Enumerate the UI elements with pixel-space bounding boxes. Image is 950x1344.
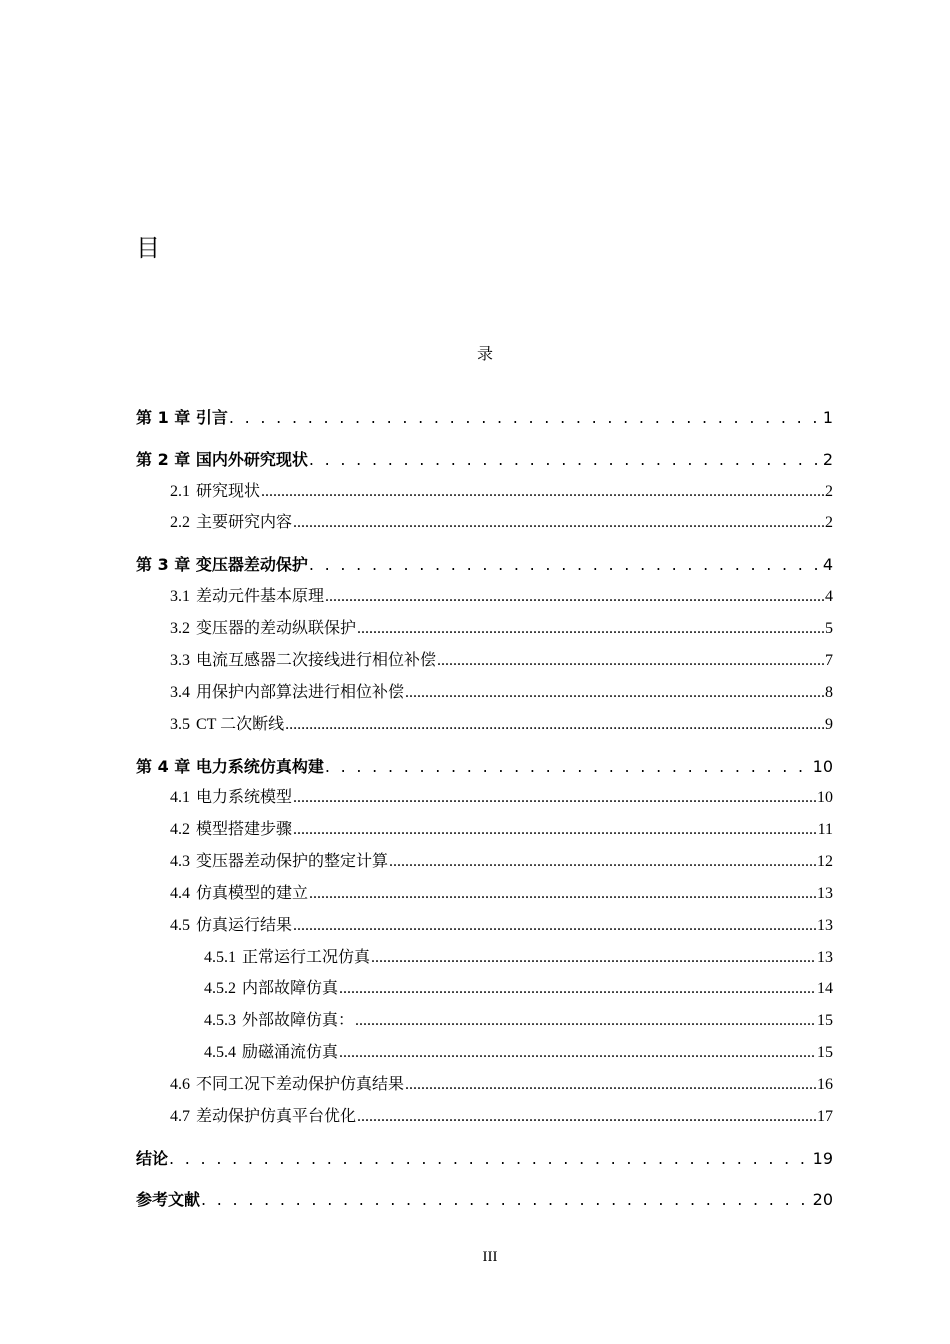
toc-entry-number: 3.3 [170, 652, 190, 669]
toc-entry-number: 3.5 [170, 716, 190, 733]
toc-dot-leader [285, 714, 824, 736]
toc-dot-leader [293, 787, 816, 809]
toc-entry[interactable] [170, 512, 833, 534]
toc-entry[interactable] [170, 618, 833, 640]
toc-entry-page-number: 15 [817, 1044, 833, 1061]
toc-entry[interactable] [170, 682, 833, 704]
toc-dot-leader [325, 586, 824, 608]
toc-entry-title: 差动元件基本原理 [196, 588, 325, 605]
toc-dot-leader [293, 915, 816, 937]
toc-entry-page-number: 4 [822, 555, 833, 574]
toc-entry[interactable] [170, 650, 833, 672]
toc-dot-leader [293, 512, 824, 534]
toc-entry-title: 电力系统模型 [196, 789, 293, 806]
toc-entry-title: 不同工况下差动保护仿真结果 [196, 1076, 405, 1093]
toc-entry-number: 2.1 [170, 483, 190, 500]
toc-entry[interactable] [136, 407, 833, 429]
toc-entry-number: 4.5 [170, 917, 190, 934]
toc-entry[interactable] [136, 756, 833, 778]
toc-entry-page-number: 13 [817, 917, 833, 934]
toc-entry-number: 4.5.3 [204, 1012, 236, 1029]
toc-dot-leader [339, 1042, 816, 1064]
toc-entry[interactable] [170, 787, 833, 809]
toc-entry-page-number: 16 [817, 1076, 833, 1093]
toc-entry-page-number: 2 [825, 483, 833, 500]
toc-entry-page-number: 15 [817, 1012, 833, 1029]
toc-entry-number: 4.6 [170, 1076, 190, 1093]
toc-entry-title: 参考文献 [136, 1190, 201, 1209]
toc-entry-title: 差动保护仿真平台优化 [196, 1108, 357, 1125]
toc-entry[interactable] [170, 481, 833, 503]
toc-entry-page-number: 4 [825, 588, 833, 605]
toc-entry-title: 仿真模型的建立 [196, 885, 309, 902]
toc-dot-leader [261, 481, 824, 503]
toc-dot-leader [357, 618, 824, 640]
toc-entry-title: CT 二次断线 [196, 716, 285, 733]
toc-entry[interactable] [136, 449, 833, 471]
toc-entry-title: 第 2 章 国内外研究现状 [136, 450, 308, 469]
toc-entry-page-number: 13 [817, 885, 833, 902]
toc-entry[interactable] [204, 978, 833, 1000]
toc-entry-number: 3.4 [170, 684, 190, 701]
toc-entry-number: 2.2 [170, 514, 190, 531]
toc-dot-leader [371, 947, 816, 969]
toc-entry-title: 变压器差动保护的整定计算 [196, 853, 389, 870]
toc-entry-number: 4.1 [170, 789, 190, 806]
toc-entry[interactable] [136, 554, 833, 576]
toc-dot-leader [201, 1189, 812, 1211]
toc-entry-title: 研究现状 [196, 483, 261, 500]
toc-dot-leader [405, 682, 824, 704]
toc-dot-leader [339, 978, 816, 1000]
toc-entry-number: 4.5.2 [204, 980, 236, 997]
toc-entry-title: 变压器的差动纵联保护 [196, 620, 357, 637]
toc-dot-leader [357, 1106, 816, 1128]
toc-title-first-char: 目 [136, 234, 160, 262]
toc-entry-number: 4.3 [170, 853, 190, 870]
toc-entry-page-number: 8 [825, 684, 833, 701]
toc-entry-page-number: 12 [817, 853, 833, 870]
toc-dot-leader [405, 1074, 816, 1096]
toc-entry-page-number: 2 [822, 450, 833, 469]
toc-entry-number: 3.1 [170, 588, 190, 605]
toc-entry-title: 仿真运行结果 [196, 917, 293, 934]
page-number-footer: III [482, 1249, 498, 1265]
toc-entry-title: 模型搭建步骤 [196, 821, 293, 838]
toc-dot-leader [437, 650, 824, 672]
toc-entry-page-number: 11 [817, 821, 833, 838]
toc-entry-title: 第 1 章 引言 [136, 408, 228, 427]
toc-dot-leader [355, 1010, 816, 1032]
toc-entry[interactable] [204, 1042, 833, 1064]
toc-dot-leader [169, 1148, 812, 1170]
toc-entry-page-number: 10 [812, 757, 833, 776]
toc-entry-number: 3.2 [170, 620, 190, 637]
toc-entry-page-number: 10 [817, 789, 833, 806]
toc-entry-page-number: 19 [812, 1149, 833, 1168]
toc-entry[interactable] [204, 1010, 833, 1032]
toc-dot-leader [389, 851, 816, 873]
toc-entry-number: 4.4 [170, 885, 190, 902]
toc-entry-title: 用保护内部算法进行相位补偿 [196, 684, 405, 701]
toc-entry-number: 4.5.4 [204, 1044, 236, 1061]
toc-entry-page-number: 2 [825, 514, 833, 531]
toc-entry[interactable] [170, 883, 833, 905]
toc-entry[interactable] [204, 947, 833, 969]
toc-entry-title: 励磁涌流仿真 [242, 1044, 339, 1061]
toc-entry-title: 第 3 章 变压器差动保护 [136, 555, 308, 574]
toc-dot-leader [229, 407, 822, 429]
toc-entry-number: 4.2 [170, 821, 190, 838]
toc-entry-title: 内部故障仿真 [242, 980, 339, 997]
toc-entry-title: 电流互感器二次接线进行相位补偿 [196, 652, 437, 669]
toc-entry-page-number: 9 [825, 716, 833, 733]
toc-dot-leader [309, 449, 822, 471]
toc-dot-leader [325, 756, 812, 778]
toc-entry-page-number: 20 [812, 1190, 833, 1209]
toc-entry-title: 第 4 章 电力系统仿真构建 [136, 757, 324, 776]
toc-dot-leader [309, 554, 822, 576]
toc-entry[interactable] [170, 851, 833, 873]
toc-entry-title: 结论 [136, 1149, 169, 1168]
toc-entry[interactable] [170, 1106, 833, 1128]
toc-entry-page-number: 7 [825, 652, 833, 669]
toc-entry-title: 正常运行工况仿真 [242, 949, 371, 966]
toc-entry[interactable] [170, 915, 833, 937]
toc-entry[interactable] [136, 1189, 833, 1211]
toc-entry-page-number: 1 [822, 408, 833, 427]
toc-entry[interactable] [170, 1074, 833, 1096]
toc-entry[interactable] [136, 1148, 833, 1170]
toc-entry[interactable] [170, 819, 833, 841]
toc-entry-page-number: 14 [817, 980, 833, 997]
toc-entry-number: 4.7 [170, 1108, 190, 1125]
toc-title-second-char: 录 [476, 344, 493, 363]
toc-entry[interactable] [170, 586, 833, 608]
toc-entry-title: 主要研究内容 [196, 514, 293, 531]
toc-entry-title: 外部故障仿真： [242, 1012, 355, 1029]
toc-entry-page-number: 5 [825, 620, 833, 637]
toc-dot-leader [293, 819, 817, 841]
toc-entry-page-number: 17 [817, 1108, 833, 1125]
toc-dot-leader [309, 883, 816, 905]
toc-entry-page-number: 13 [817, 949, 833, 966]
toc-entry-number: 4.5.1 [204, 949, 236, 966]
toc-entry[interactable] [170, 714, 833, 736]
